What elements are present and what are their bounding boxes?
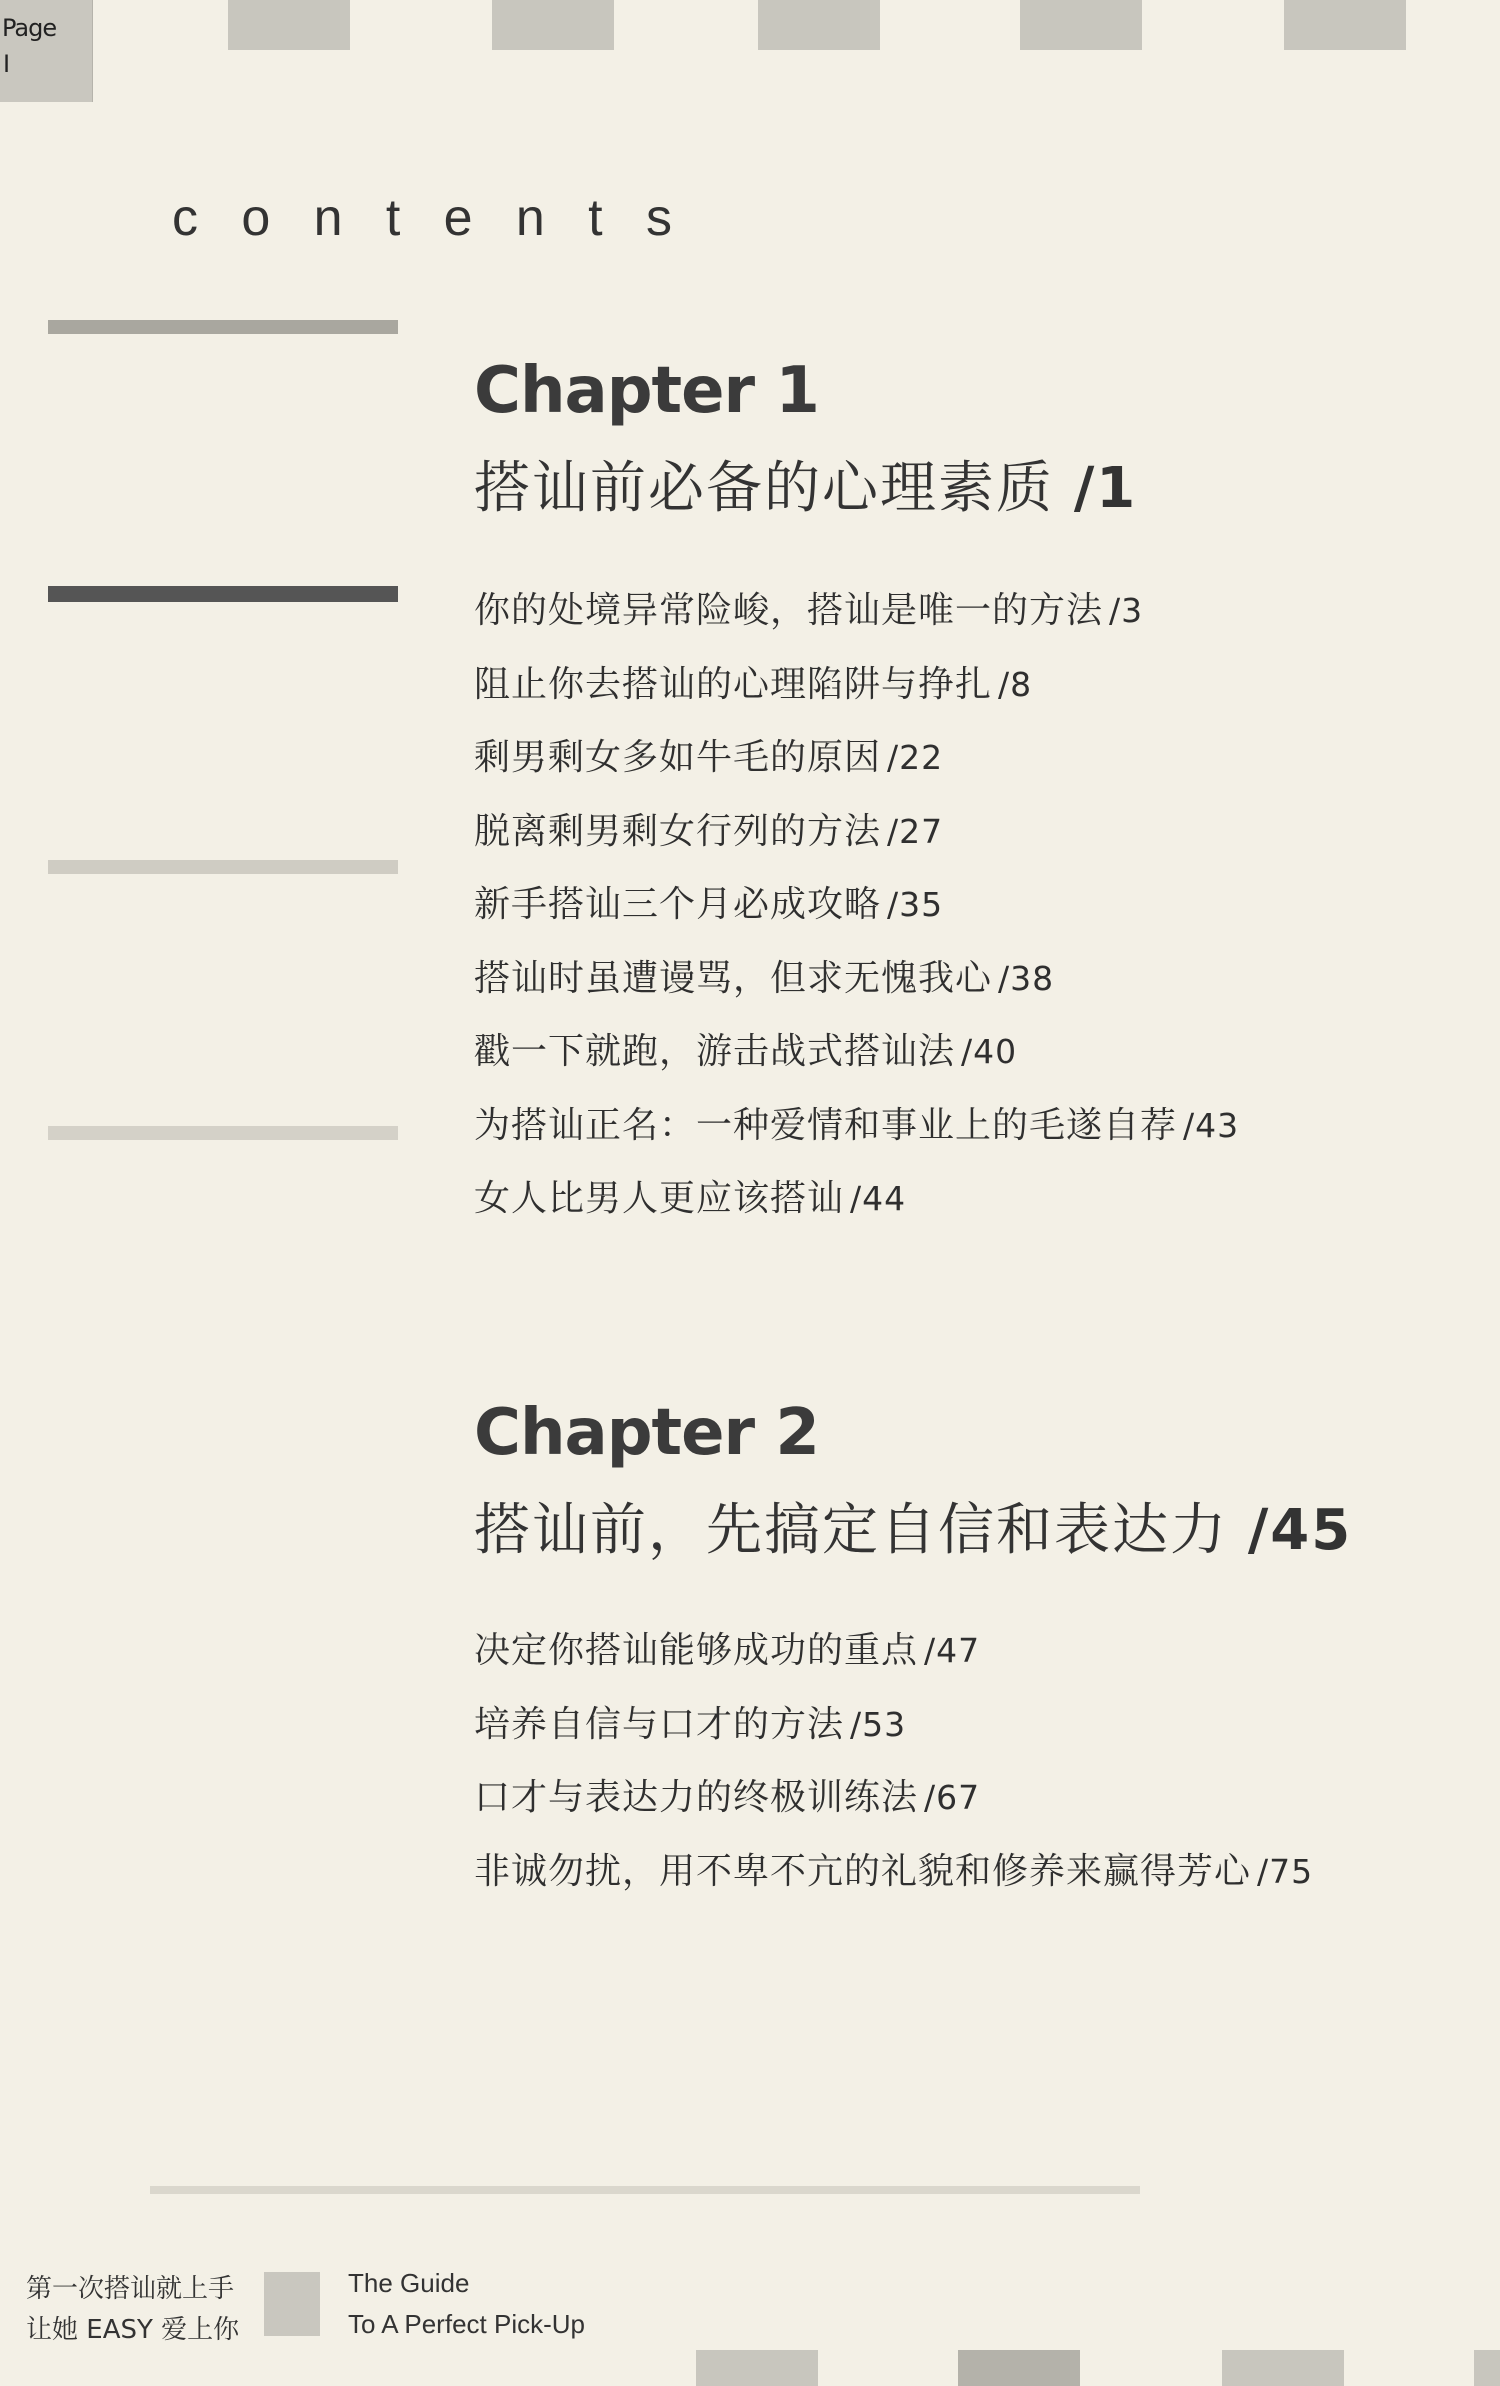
toc-item-page: /8 [998,664,1033,704]
top-deco-block [1284,0,1406,50]
footer-title-zh-line1: 第一次搭讪就上手 [26,2274,235,2304]
chapter-heading: Chapter 2 [474,1396,819,1470]
bottom-deco-block [958,2350,1080,2386]
top-deco-block [758,0,880,50]
toc-item-text: 为搭讪正名：一种爱情和事业上的毛遂自荐 [474,1104,1178,1146]
bottom-deco-block [1474,2350,1500,2386]
toc-item[interactable] [474,648,1239,722]
page-marker [0,0,93,102]
deco-bar [48,860,398,874]
page-label: Page [2,14,57,42]
toc-item[interactable] [474,1688,1313,1762]
toc-item-text: 你的处境异常险峻，搭讪是唯一的方法 [474,590,1104,631]
toc-item-page: /43 [1183,1105,1240,1145]
chapter-heading: Chapter 1 [474,354,819,428]
toc-item-page: /75 [1257,1851,1314,1891]
top-deco-block [1020,0,1142,50]
toc-item-text: 口才与表达力的终极训练法 [474,1777,919,1818]
toc-item[interactable] [474,795,1239,869]
toc-item-text: 剩男剩女多如牛毛的原因 [474,737,882,778]
toc-item-text: 非诚勿扰，用不卑不亢的礼貌和修养来赢得芳心 [474,1850,1252,1892]
deco-bar [48,1126,398,1140]
toc-item-text: 培养自信与口才的方法 [474,1703,845,1745]
chapter-title [474,1486,1352,1566]
deco-bar [48,320,398,334]
toc-item-text: 脱离剩男剩女行列的方法 [474,810,882,852]
bottom-deco-block [696,2350,818,2386]
toc-item-page: /38 [998,958,1055,998]
bottom-deco-block [1222,2350,1344,2386]
toc-item-page: /22 [887,738,944,777]
toc-item[interactable] [474,1614,1313,1688]
toc-item-text: 决定你搭讪能够成功的重点 [474,1630,919,1671]
contents-heading: c o n t e n t s [172,189,672,247]
footer-title-en-line2: To A Perfect Pick-Up [348,2309,585,2339]
toc-item-page: /27 [887,811,944,851]
toc-item[interactable] [474,942,1239,1016]
page-number: I [3,50,11,78]
toc-item[interactable] [474,574,1239,648]
toc-item[interactable] [474,1162,1239,1236]
chapter-page: /1 [1073,456,1138,521]
toc-list [474,574,1239,1236]
toc-item-page: /44 [850,1179,907,1218]
toc-item-page: /3 [1109,591,1144,630]
toc-item[interactable] [474,1089,1239,1163]
toc-item-page: /53 [850,1704,907,1744]
toc-item[interactable] [474,868,1239,942]
toc-item-text: 新手搭讪三个月必成攻略 [474,884,882,925]
chapter-title [474,444,1137,524]
top-deco-block [492,0,614,50]
chapter-page: /45 [1247,1498,1353,1563]
bottom-rule [150,2186,1140,2194]
toc-item-page: /47 [924,1631,981,1670]
toc-item-text: 女人比男人更应该搭讪 [474,1178,845,1219]
footer-title-zh-line2: 让她 EASY 爱上你 [26,2315,240,2345]
toc-item-text: 阻止你去搭讪的心理陷阱与挣扎 [474,663,993,705]
toc-item[interactable] [474,1835,1313,1909]
top-deco-block [228,0,350,50]
toc-item-page: /40 [961,1032,1018,1071]
footer-title-en-line1: The Guide [348,2268,470,2298]
toc-list [474,1614,1313,1908]
chapter-title-text: 搭讪前，先搞定自信和表达力 [474,1498,1228,1563]
toc-item[interactable] [474,1015,1239,1089]
toc-item[interactable] [474,721,1239,795]
deco-bar [48,586,398,602]
footer-deco-box [264,2272,320,2336]
toc-item-text: 戳一下就跑，游击战式搭讪法 [474,1031,956,1072]
toc-item-page: /35 [887,885,944,924]
toc-item-page: /67 [924,1778,981,1817]
toc-item[interactable] [474,1761,1313,1835]
toc-item-text: 搭讪时虽遭谩骂，但求无愧我心 [474,957,993,999]
chapter-title-text: 搭讪前必备的心理素质 [474,456,1054,521]
